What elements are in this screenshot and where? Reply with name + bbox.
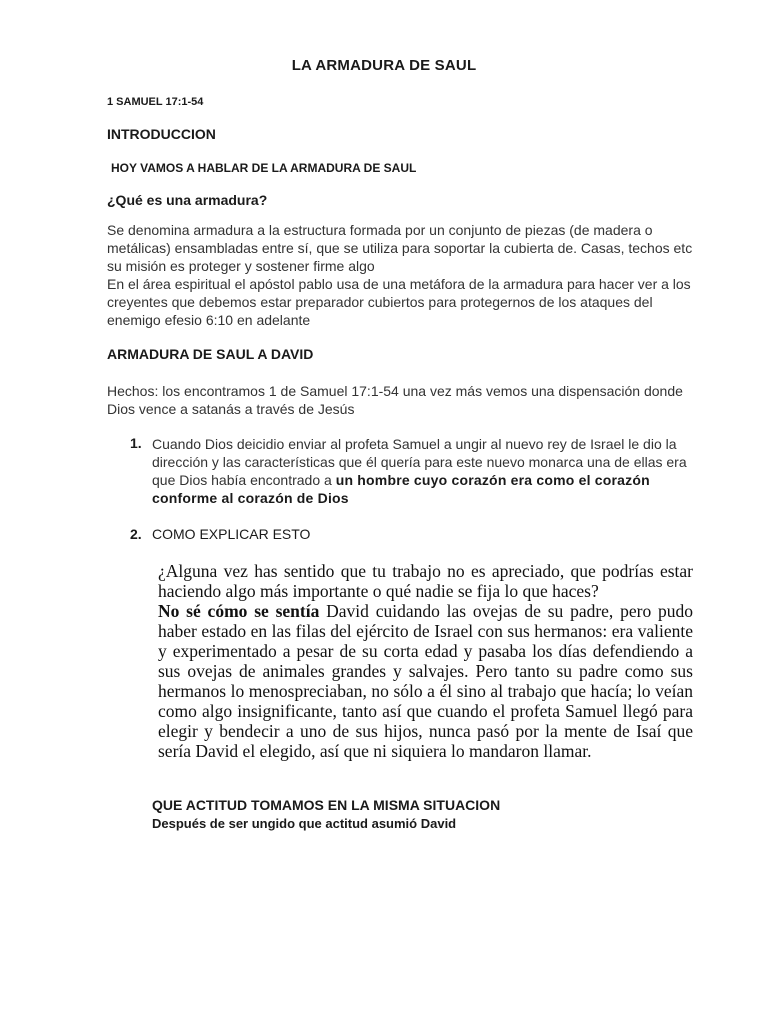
- list-item-1-plain: Cuando Dios deicidio enviar al profeta Samuel a ungir al nuevo rey de Israel le dio la dirección y las características que él quería para este nuevo monarca una de ellas era que Dios había encontrado a: [152, 436, 687, 488]
- serif-rest: David cuidando las ovejas de su padre, pero pudo haber estado en las filas del ejército de Israel con sus hermanos: era valiente y experimentado a pesar de su corta edad y pasaba los días defendiendo a sus ovejas de animales grandes y salvajes. Pero tanto su padre como sus hermanos lo menospreciaban, no sólo a él sino al trabajo que hacía; lo veían como algo insignificante, tanto así que cuando el profeta Samuel llegó para elegir y bendecir a uno de sus hijos, nunca pasó por la mente de Isaí que sería David el elegido, así que ni siquiera lo mandaron llamar.: [158, 601, 693, 761]
- list-item-2-text: COMO EXPLICAR ESTO: [152, 526, 311, 542]
- list-item-1-text: [152, 435, 692, 507]
- list-item-2-number: 2.: [130, 526, 142, 542]
- serif-passage: [152, 561, 693, 761]
- metaphor-paragraph: En el área espiritual el apóstol pablo usa de una metáfora de la armadura para hacer ver a los creyentes que debemos estar preparador cubiertos para protegernos de los ataques del enemigo efesio 6:10 en adelante: [107, 276, 691, 328]
- hechos-paragraph: Hechos: los encontramos 1 de Samuel 17:1-54 una vez más vemos una dispensación donde Dios vence a satanás a través de Jesús: [107, 383, 683, 417]
- list-item-1-bold: un hombre cuyo corazón era como el corazón conforme al corazón de Dios: [152, 472, 650, 506]
- list-item-1-number: 1.: [130, 435, 142, 451]
- closing-question: QUE ACTITUD TOMAMOS EN LA MISMA SITUACION: [152, 797, 501, 813]
- serif-bold-phrase: No sé cómo se sentía: [158, 601, 320, 621]
- scripture-reference: 1 SAMUEL 17:1-54: [107, 96, 204, 108]
- armor-question: ¿Qué es una armadura?: [107, 192, 268, 208]
- intro-line: HOY VAMOS A HABLAR DE LA ARMADURA DE SAUL: [111, 161, 417, 175]
- intro-heading: INTRODUCCION: [107, 126, 216, 142]
- closing-subquestion: Después de ser ungido que actitud asumió David: [152, 816, 457, 831]
- serif-narrative: [152, 601, 693, 761]
- serif-question: ¿Alguna vez has sentido que tu trabajo no es apreciado, que podrías estar haciendo algo más importante o qué nadie se fija lo que haces?: [158, 561, 693, 601]
- definition-paragraph: Se denomina armadura a la estructura formada por un conjunto de piezas (de madera o metálicas) ensambladas entre sí, que se utiliza para soportar la cubierta de. Casas, techos etc su misión es proteger y sostener firme algo: [107, 222, 693, 274]
- document-title: LA ARMADURA DE SAUL: [291, 57, 477, 74]
- david-heading: ARMADURA DE SAUL A DAVID: [107, 346, 314, 362]
